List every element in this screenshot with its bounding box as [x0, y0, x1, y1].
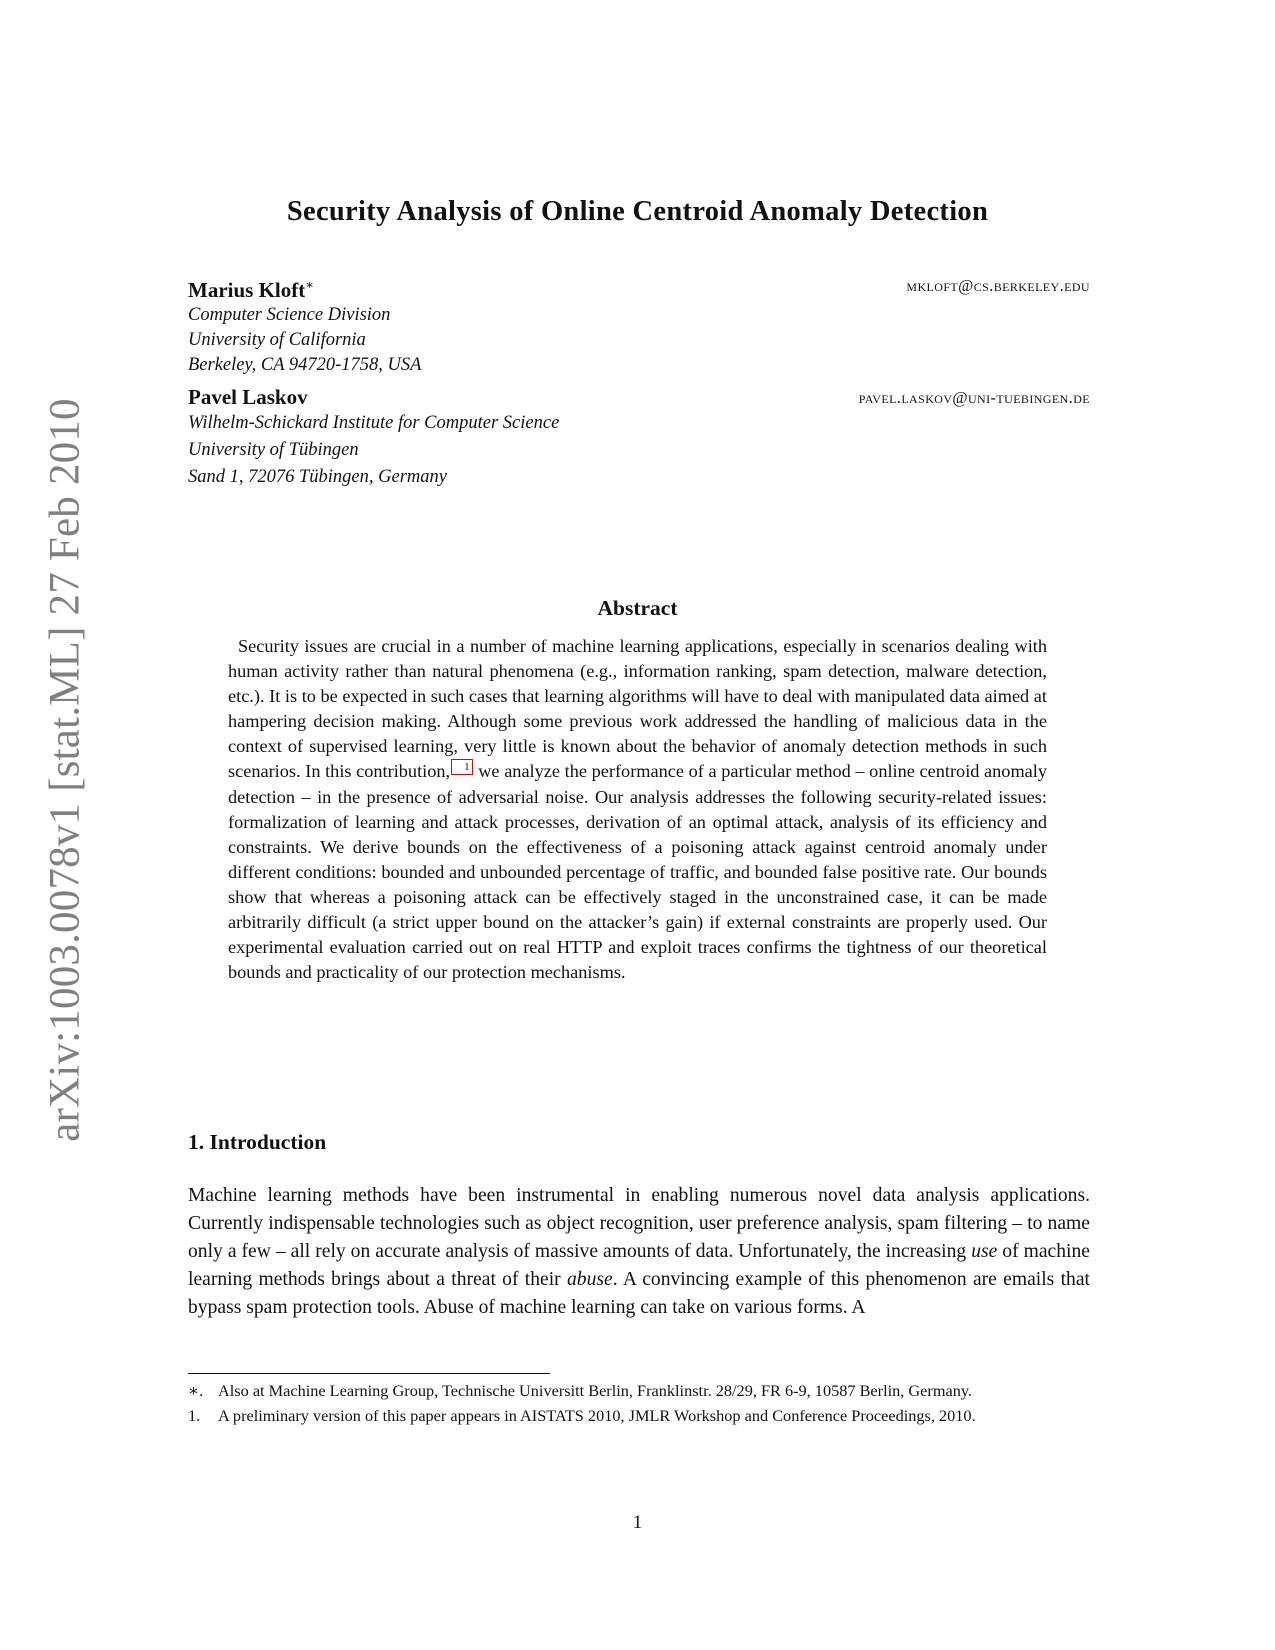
- footnotes: [188, 1380, 1090, 1429]
- author-block-1: [188, 272, 1090, 378]
- footnote-divider: [188, 1373, 550, 1374]
- author-name: Pavel Laskov: [188, 385, 308, 409]
- author-footnote-mark: ∗: [305, 277, 315, 292]
- affiliation-line: University of California: [188, 330, 366, 350]
- intro-paragraph: Machine learning methods have been instrumental in enabling numerous novel data analysis applications. Currently indispensable technologies such as object recognition, user preference analysis, spam filtering – to name only a few – all rely on accurate analysis of massive amounts of data. Unfortunately, the increasing use of machine learning methods brings about a threat of their abuse. A convincing example of this phenomenon are emails that bypass spam protection tools. Abuse of machine learning can take on various forms. A: [188, 1185, 1090, 1319]
- author-email[interactable]: mkloft@cs.berkeley.edu: [906, 276, 1090, 295]
- affiliation-line: University of Tübingen: [188, 440, 359, 460]
- page-number: 1: [632, 1512, 643, 1533]
- footnote-text: A preliminary version of this paper appears in AISTATS 2010, JMLR Workshop and Conference Proceedings, 2010.: [218, 1405, 976, 1425]
- abstract-heading: Abstract: [597, 596, 678, 620]
- arxiv-stamp: [35, 398, 95, 1142]
- author-name: Marius Kloft∗: [188, 277, 315, 302]
- affiliation-line: Wilhelm-Schickard Institute for Computer Science: [188, 413, 560, 433]
- footnote: [188, 1405, 1090, 1428]
- footnote-mark: ∗.: [188, 1381, 204, 1400]
- footnote-mark: 1.: [188, 1405, 201, 1425]
- paper-title: Security Analysis of Online Centroid Anomaly Detection: [286, 196, 989, 227]
- affiliation-line: Sand 1, 72076 Tübingen, Germany: [188, 467, 447, 487]
- affiliation-line: Computer Science Division: [188, 305, 391, 325]
- footnote-text: Also at Machine Learning Group, Technische Universitt Berlin, Franklinstr. 28/29, FR 6-9, 10587 Berlin, Germany.: [218, 1381, 972, 1400]
- arxiv-identifier: arXiv:1003.0078v1 [stat.ML] 27 Feb 2010: [41, 398, 89, 1142]
- section-heading: 1. Introduction: [188, 1130, 327, 1154]
- footnote-link[interactable]: 1: [451, 759, 473, 775]
- author-email[interactable]: pavel.laskov@uni-tuebingen.de: [858, 388, 1090, 407]
- abstract-text: Security issues are crucial in a number of machine learning applications, especially in scenarios dealing with human activity rather than natural phenomena (e.g., information ranking, spam detection, malware detection, etc.). It is to be expected in such cases that learning algorithms will have to deal with manipulated data aimed at hampering decision making. Although some previous work addressed the handling of malicious data in the context of supervised learning, very little is known about the behavior of anomaly detection methods in such scenarios. In this contribution, 1 we analyze the performance of a particular method – online centroid anomaly detection – in the presence of adversarial noise. Our analysis addresses the following security-related issues: formalization of learning and attack processes, derivation of an optimal attack, analysis of its efficiency and constraints. We derive bounds on the effectiveness of a poisoning attack against centroid anomaly under different conditions: bounded and unbounded percentage of traffic, and bounded false positive rate. Our bounds show that whereas a poisoning attack can be effectively staged in the unconstrained case, it can be made arbitrarily difficult (a strict upper bound on the attacker’s gain) if external constraints are properly used. Our experimental evaluation carried out on real HTTP and exploit traces confirms the tightness of our theoretical bounds and practicality of our protection mechanisms.: [228, 636, 1047, 983]
- footnote: [188, 1380, 1090, 1403]
- author-block-2: [188, 384, 1090, 491]
- affiliation-line: Berkeley, CA 94720-1758, USA: [188, 355, 422, 375]
